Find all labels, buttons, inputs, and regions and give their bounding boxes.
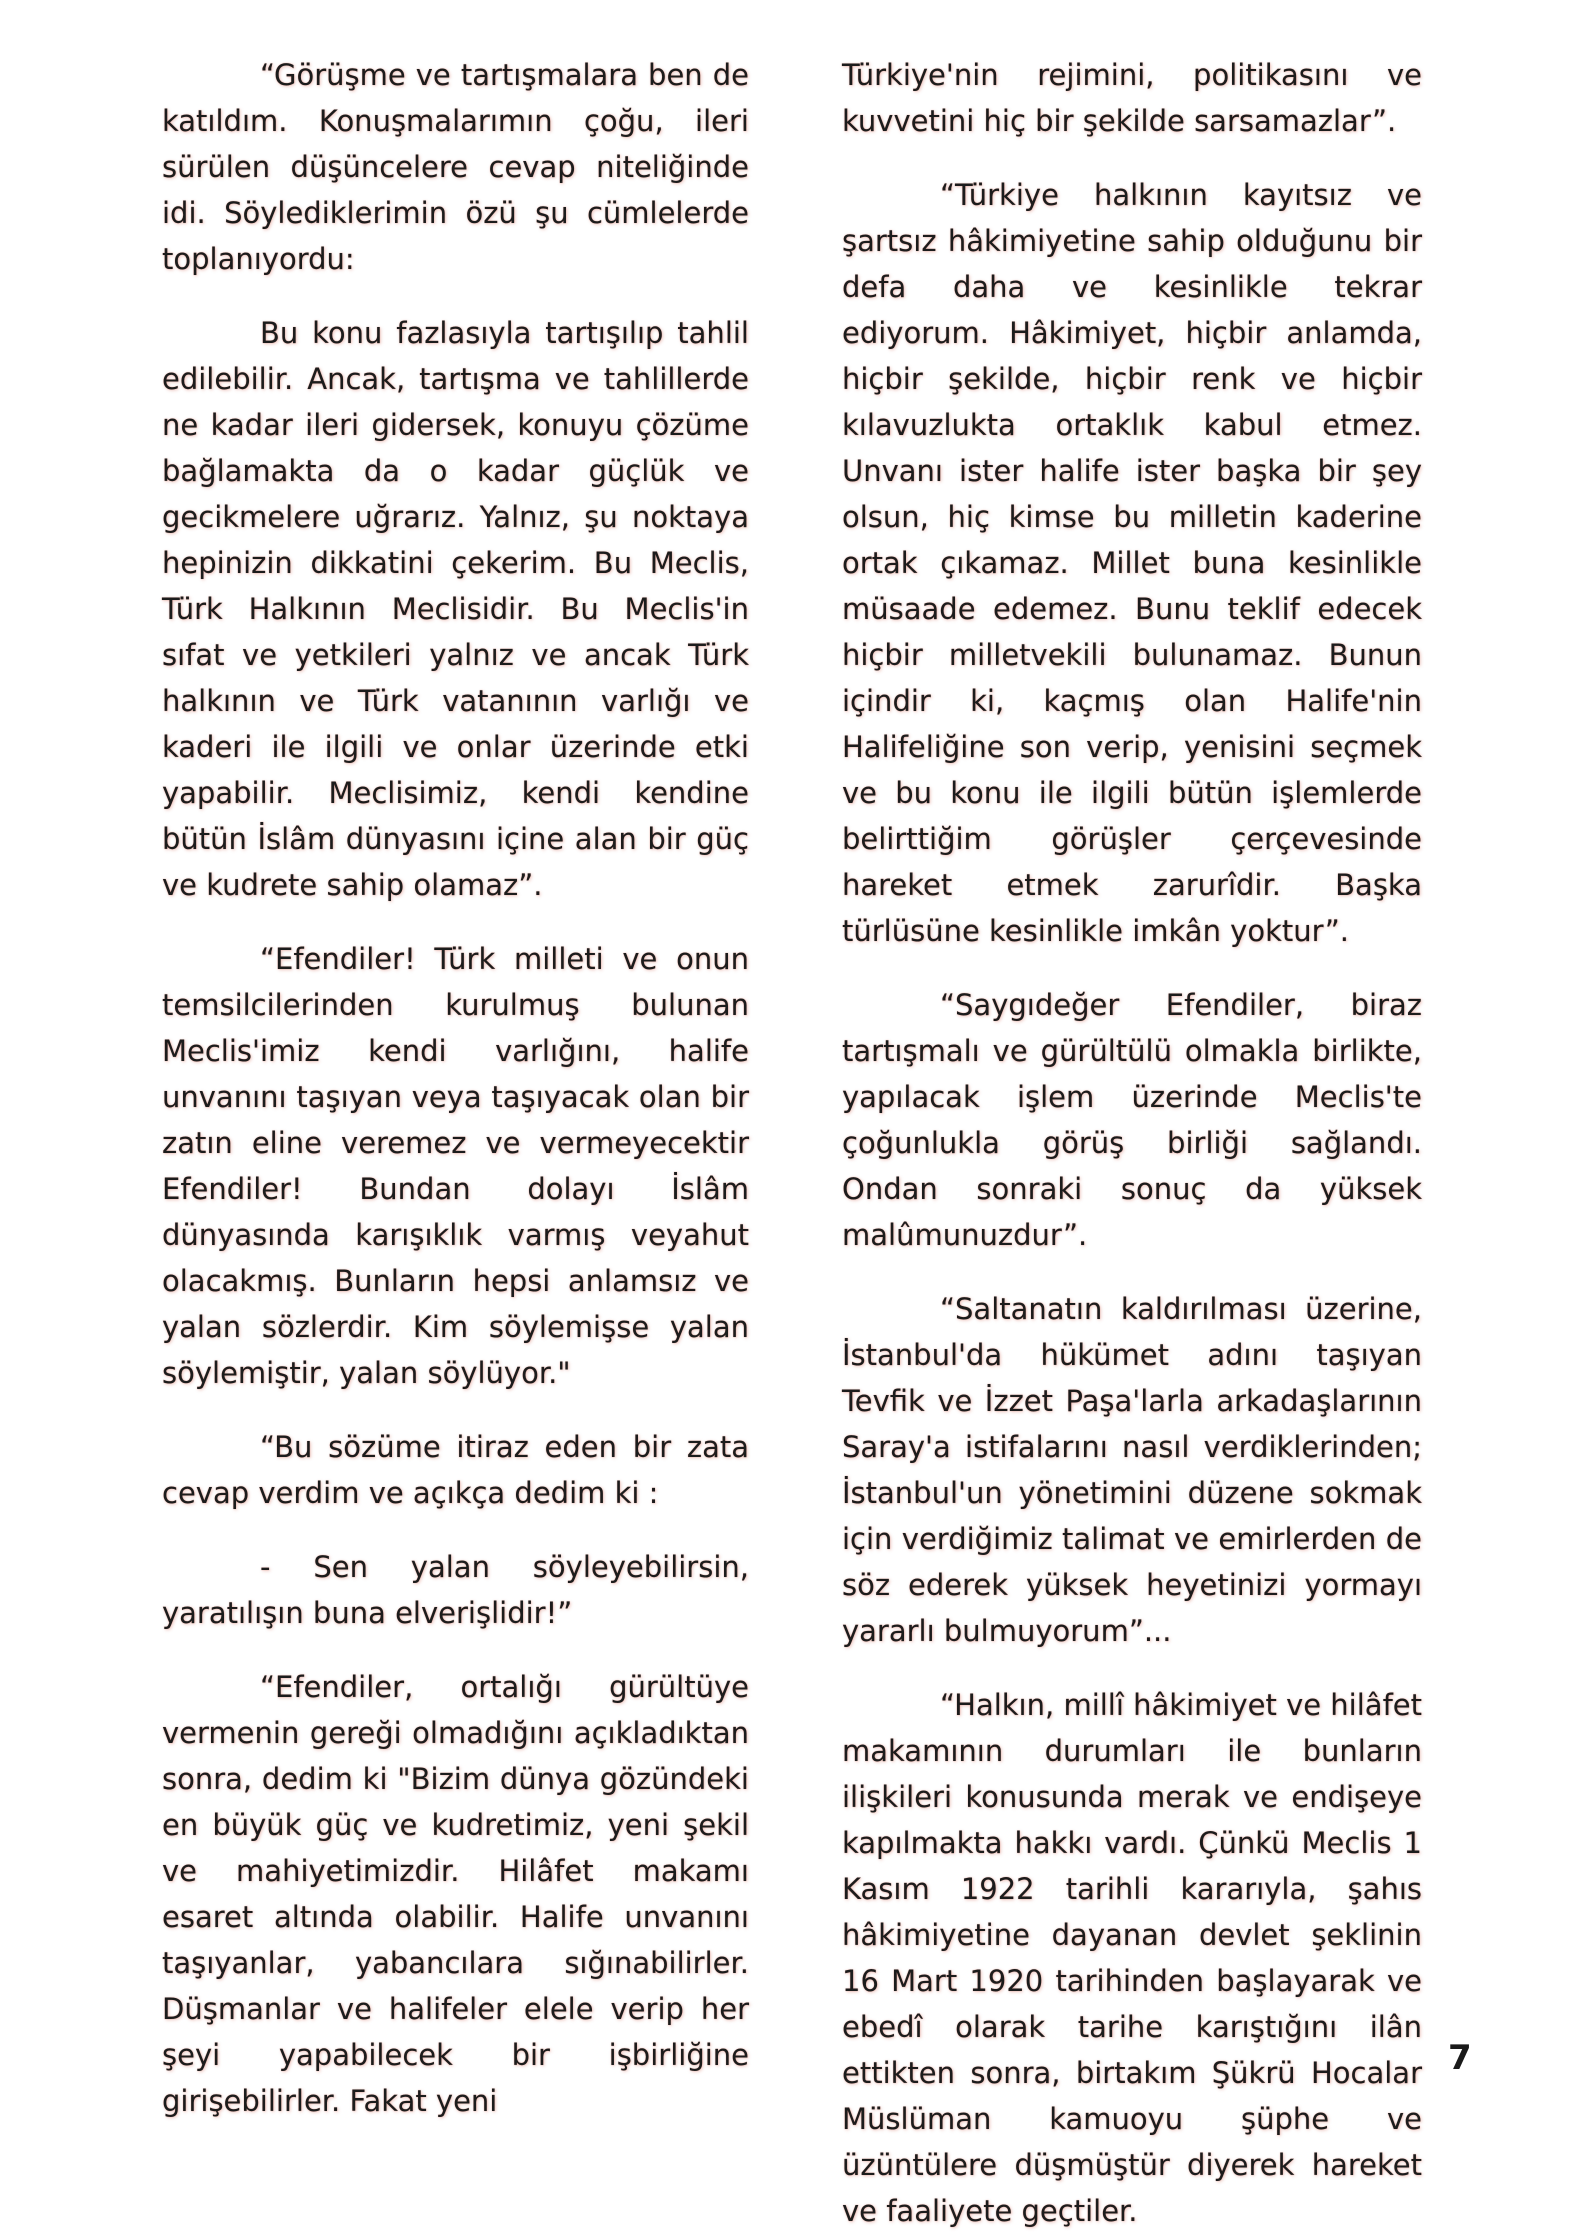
paragraph-gorusme: “Görüşme ve tartışmalara ben de katıldım. Konuşmalarımın çoğu, ileri sürülen düşüncelere cevap niteliğinde idi. Söylediklerimin özü şu cümlelerde toplanıyordu: (162, 58, 749, 276)
paragraph-halkin-milli-hakimiyet: “Halkın, millî hâkimiyet ve hilâfet makamının durumları ile bunların ilişkileri konusunda merak ve endişeye kapılmakta hakkı vardı. Çünkü Meclis 1 Kasım 1922 tarihli kararıyla, şahıs hâkimiyetine dayanan devlet şeklinin 16 Mart 1920 tarihinden başlayarak ve ebedî olarak tarihe karıştığını ilân ettikten sonra, birtakım Şükrü Hocalar Müslüman kamuoyu şüphe ve üzüntülere düşmüştür diyerek hareket ve faaliyete geçtiler. (842, 1688, 1422, 2228)
paragraph-bu-konu: Bu konu fazlasıyla tartışılıp tahlil edilebilir. Ancak, tartışma ve tahlillerde ne kadar ileri gidersek, konuyu çözüme bağlamakta da o kadar güçlük ve gecikmelere uğrarız. Yalnız, şu noktaya hepinizin dikkatini çekerim. Bu Meclis, Türk Halkının Meclisidir. Bu Meclis'in sıfat ve yetkileri yalnız ve ancak Türk halkının ve Türk vatanının varlığı ve kaderi ile ilgili ve onlar üzerinde etki yapabilir. Meclisimiz, kendi kendine bütün İslâm dünyasını içine alan bir güç ve kudrete sahip olamaz”. (162, 316, 749, 902)
paragraph-turkiyenin-rejimi: Türkiye'nin rejimini, politikasını ve kuvvetini hiç bir şekilde sarsamazlar”. (842, 58, 1422, 138)
left-text-column (162, 52, 749, 2124)
page-number: 7 (1448, 2038, 1472, 2078)
paragraph-bu-sozume: “Bu sözüme itiraz eden bir zata cevap verdim ve açıkça dedim ki : (162, 1430, 749, 1510)
paragraph-efendiler-turk-milleti: “Efendiler! Türk milleti ve onun temsilcilerinden kurulmuş bulunan Meclis'imiz kendi varlığını, halife unvanını taşıyan veya taşıyacak olan bir zatın eline veremez ve vermeyecektir Efendiler! Bundan dolayı İslâm dünyasında karışıklık varmış veyahut olacakmış. Bunların hepsi anlamsız ve yalan sözlerdir. Kim söylemişse yalan söylemiştir, yalan söylüyor." (162, 942, 749, 1390)
paragraph-saygideger-efendiler: “Saygıdeğer Efendiler, biraz tartışmalı ve gürültülü olmakla birlikte, yapılacak işlem üzerinde Meclis'te çoğunlukla görüş birliği sağlandı. Ondan sonraki sonuç da yüksek malûmunuzdur”. (842, 988, 1422, 1252)
paragraph-efendiler-ortaligi: “Efendiler, ortalığı gürültüye vermenin gereği olmadığını açıkladıktan sonra, dedim ki "Bizim dünya gözündeki en büyük güç ve kudretimiz, yeni şekil ve mahiyetimizdir. Hilâfet makamı esaret altında olabilir. Halife unvanını taşıyanlar, yabancılara sığınabilirler. Düşmanlar ve halifeler elele verip her şeyi yapabilecek bir işbirliğine girişebilirler. Fakat yeni (162, 1670, 749, 2118)
paragraph-saltanatin-kaldirilmasi: “Saltanatın kaldırılması üzerine, İstanbul'da hükümet adını taşıyan Tevfik ve İzzet Paşa'larla arkadaşlarının Saray'a istifalarını nasıl verdiklerinden; İstanbul'un yönetimini düzene sokmak için verdiğimiz talimat ve emirlerden de söz ederek yüksek heyetinizi yormayı yararlı bulmuyorum”... (842, 1292, 1422, 1648)
paragraph-sen-yalan: - Sen yalan söyleyebilirsin, yaratılışın buna elverişlidir!” (162, 1550, 749, 1630)
paragraph-turkiye-halkinin: “Türkiye halkının kayıtsız ve şartsız hâkimiyetine sahip olduğunu bir defa daha ve kesinlikle tekrar ediyorum. Hâkimiyet, hiçbir anlamda, hiçbir şekilde, hiçbir renk ve hiçbir kılavuzlukta ortaklık kabul etmez. Unvanı ister halife ister başka bir şey olsun, hiç kimse bu milletin kaderine ortak çıkamaz. Millet buna kesinlikle müsaade edemez. Bunu teklif edecek hiçbir milletvekili bulunamaz. Bunun içindir ki, kaçmış olan Halife'nin Halifeliğine son verip, yenisini seçmek ve bu konu ile ilgili bütün işlemlerde belirttiğim görüşler çerçevesinde hareket etmek zarurîdir. Başka türlüsüne kesinlikle imkân yoktur”. (842, 178, 1422, 948)
right-text-column (842, 52, 1422, 2234)
